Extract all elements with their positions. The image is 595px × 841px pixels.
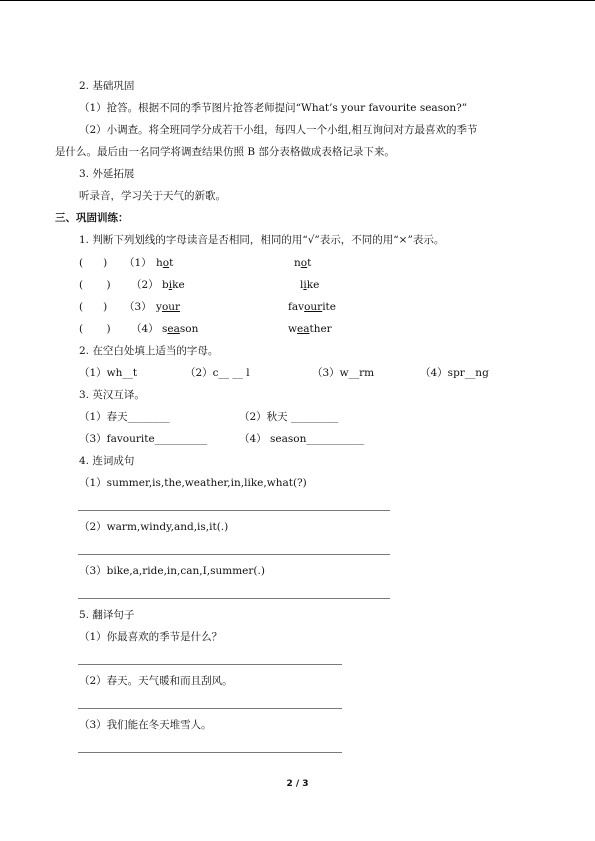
q5-instruction: 5. 翻译句子 <box>79 609 135 621</box>
q1-row-2-bracket: ( ) <box>79 279 111 291</box>
extension-text: 听录音，学习关于天气的新歌。 <box>79 190 226 202</box>
answer-line <box>78 554 390 555</box>
answer-line <box>78 664 342 665</box>
q3-instruction: 3. 英汉互译。 <box>79 389 145 401</box>
consolidation-item-2-line-2: 是什么。最后由一名同学将调查结果仿照 B 部分表格做成表格记录下来。 <box>55 146 395 158</box>
q1-row-3-number: （3） <box>124 301 152 313</box>
q1-row-1-word-a: hot <box>156 257 174 269</box>
top-border-line <box>0 0 595 1</box>
q1-row-3-word-a: your <box>156 301 181 313</box>
q2-item-3: （3）w__rm <box>312 367 375 379</box>
q4-item-1: （1）summer,is,the,weather,in,like,what(?) <box>79 477 307 489</box>
practice-title: 三、巩固训练： <box>55 212 129 224</box>
section-heading-consolidation: 2. 基础巩固 <box>79 80 135 92</box>
consolidation-item-1: （1）抢答。根据不同的季节图片抢答老师提问“What’s your favourite season?” <box>79 102 468 114</box>
q5-item-3: （3）我们能在冬天堆雪人。 <box>79 719 212 731</box>
q2-item-4: （4）spr__ng <box>420 367 489 379</box>
q1-row-3-word-b: favourite <box>288 301 336 313</box>
q1-instruction: 1. 判断下列划线的字母读音是否相同，相同的用“√”表示，不同的用“×”表示。 <box>79 234 445 246</box>
q1-row-4-bracket: ( ) <box>79 323 111 335</box>
q1-row-1-word-b: not <box>294 257 312 269</box>
q1-row-4-number: （4） <box>131 323 159 335</box>
answer-line <box>78 708 342 709</box>
q2-item-2: （2）c__ __ l <box>185 367 250 379</box>
q3-item-4: （4） season___________ <box>239 433 365 445</box>
q1-row-2-number: （2） <box>131 279 159 291</box>
q1-row-4-word-b: weather <box>288 323 332 335</box>
q1-row-4-word-a: season <box>162 323 199 335</box>
q3-item-2: （2）秋天 _________ <box>239 411 339 423</box>
q5-item-2: （2）春天。天气暖和而且刮风。 <box>79 675 233 687</box>
q1-row-1-bracket: ( ) <box>79 257 108 269</box>
q4-item-3: （3）bike,a,ride,in,can,I,summer(.) <box>79 565 265 577</box>
answer-line <box>78 752 342 753</box>
q4-instruction: 4. 连词成句 <box>79 455 135 467</box>
q1-row-1-number: （1） <box>124 257 152 269</box>
q4-item-2: （2）warm,windy,and,is,it(.) <box>79 521 229 533</box>
section-heading-extension: 3. 外延拓展 <box>79 168 135 180</box>
consolidation-item-2-line-1: （2）小调查。将全班同学分成若干小组，每四人一个小组,相互询问对方最喜欢的季节 <box>79 124 478 136</box>
q1-row-2-word-a: bike <box>162 279 185 291</box>
answer-line <box>78 510 390 511</box>
q3-item-1: （1）春天________ <box>79 411 170 423</box>
answer-line <box>78 598 390 599</box>
page-number: 2 / 3 <box>286 779 309 789</box>
q5-item-1: （1）你最喜欢的季节是什么？ <box>79 631 223 643</box>
q3-item-3: （3）favourite__________ <box>79 433 208 445</box>
q2-instruction: 2. 在空白处填上适当的字母。 <box>79 345 219 357</box>
q2-item-1: （1）wh__t <box>79 367 138 379</box>
q1-row-3-bracket: ( ) <box>79 301 108 313</box>
q1-row-2-word-b: like <box>300 279 320 291</box>
